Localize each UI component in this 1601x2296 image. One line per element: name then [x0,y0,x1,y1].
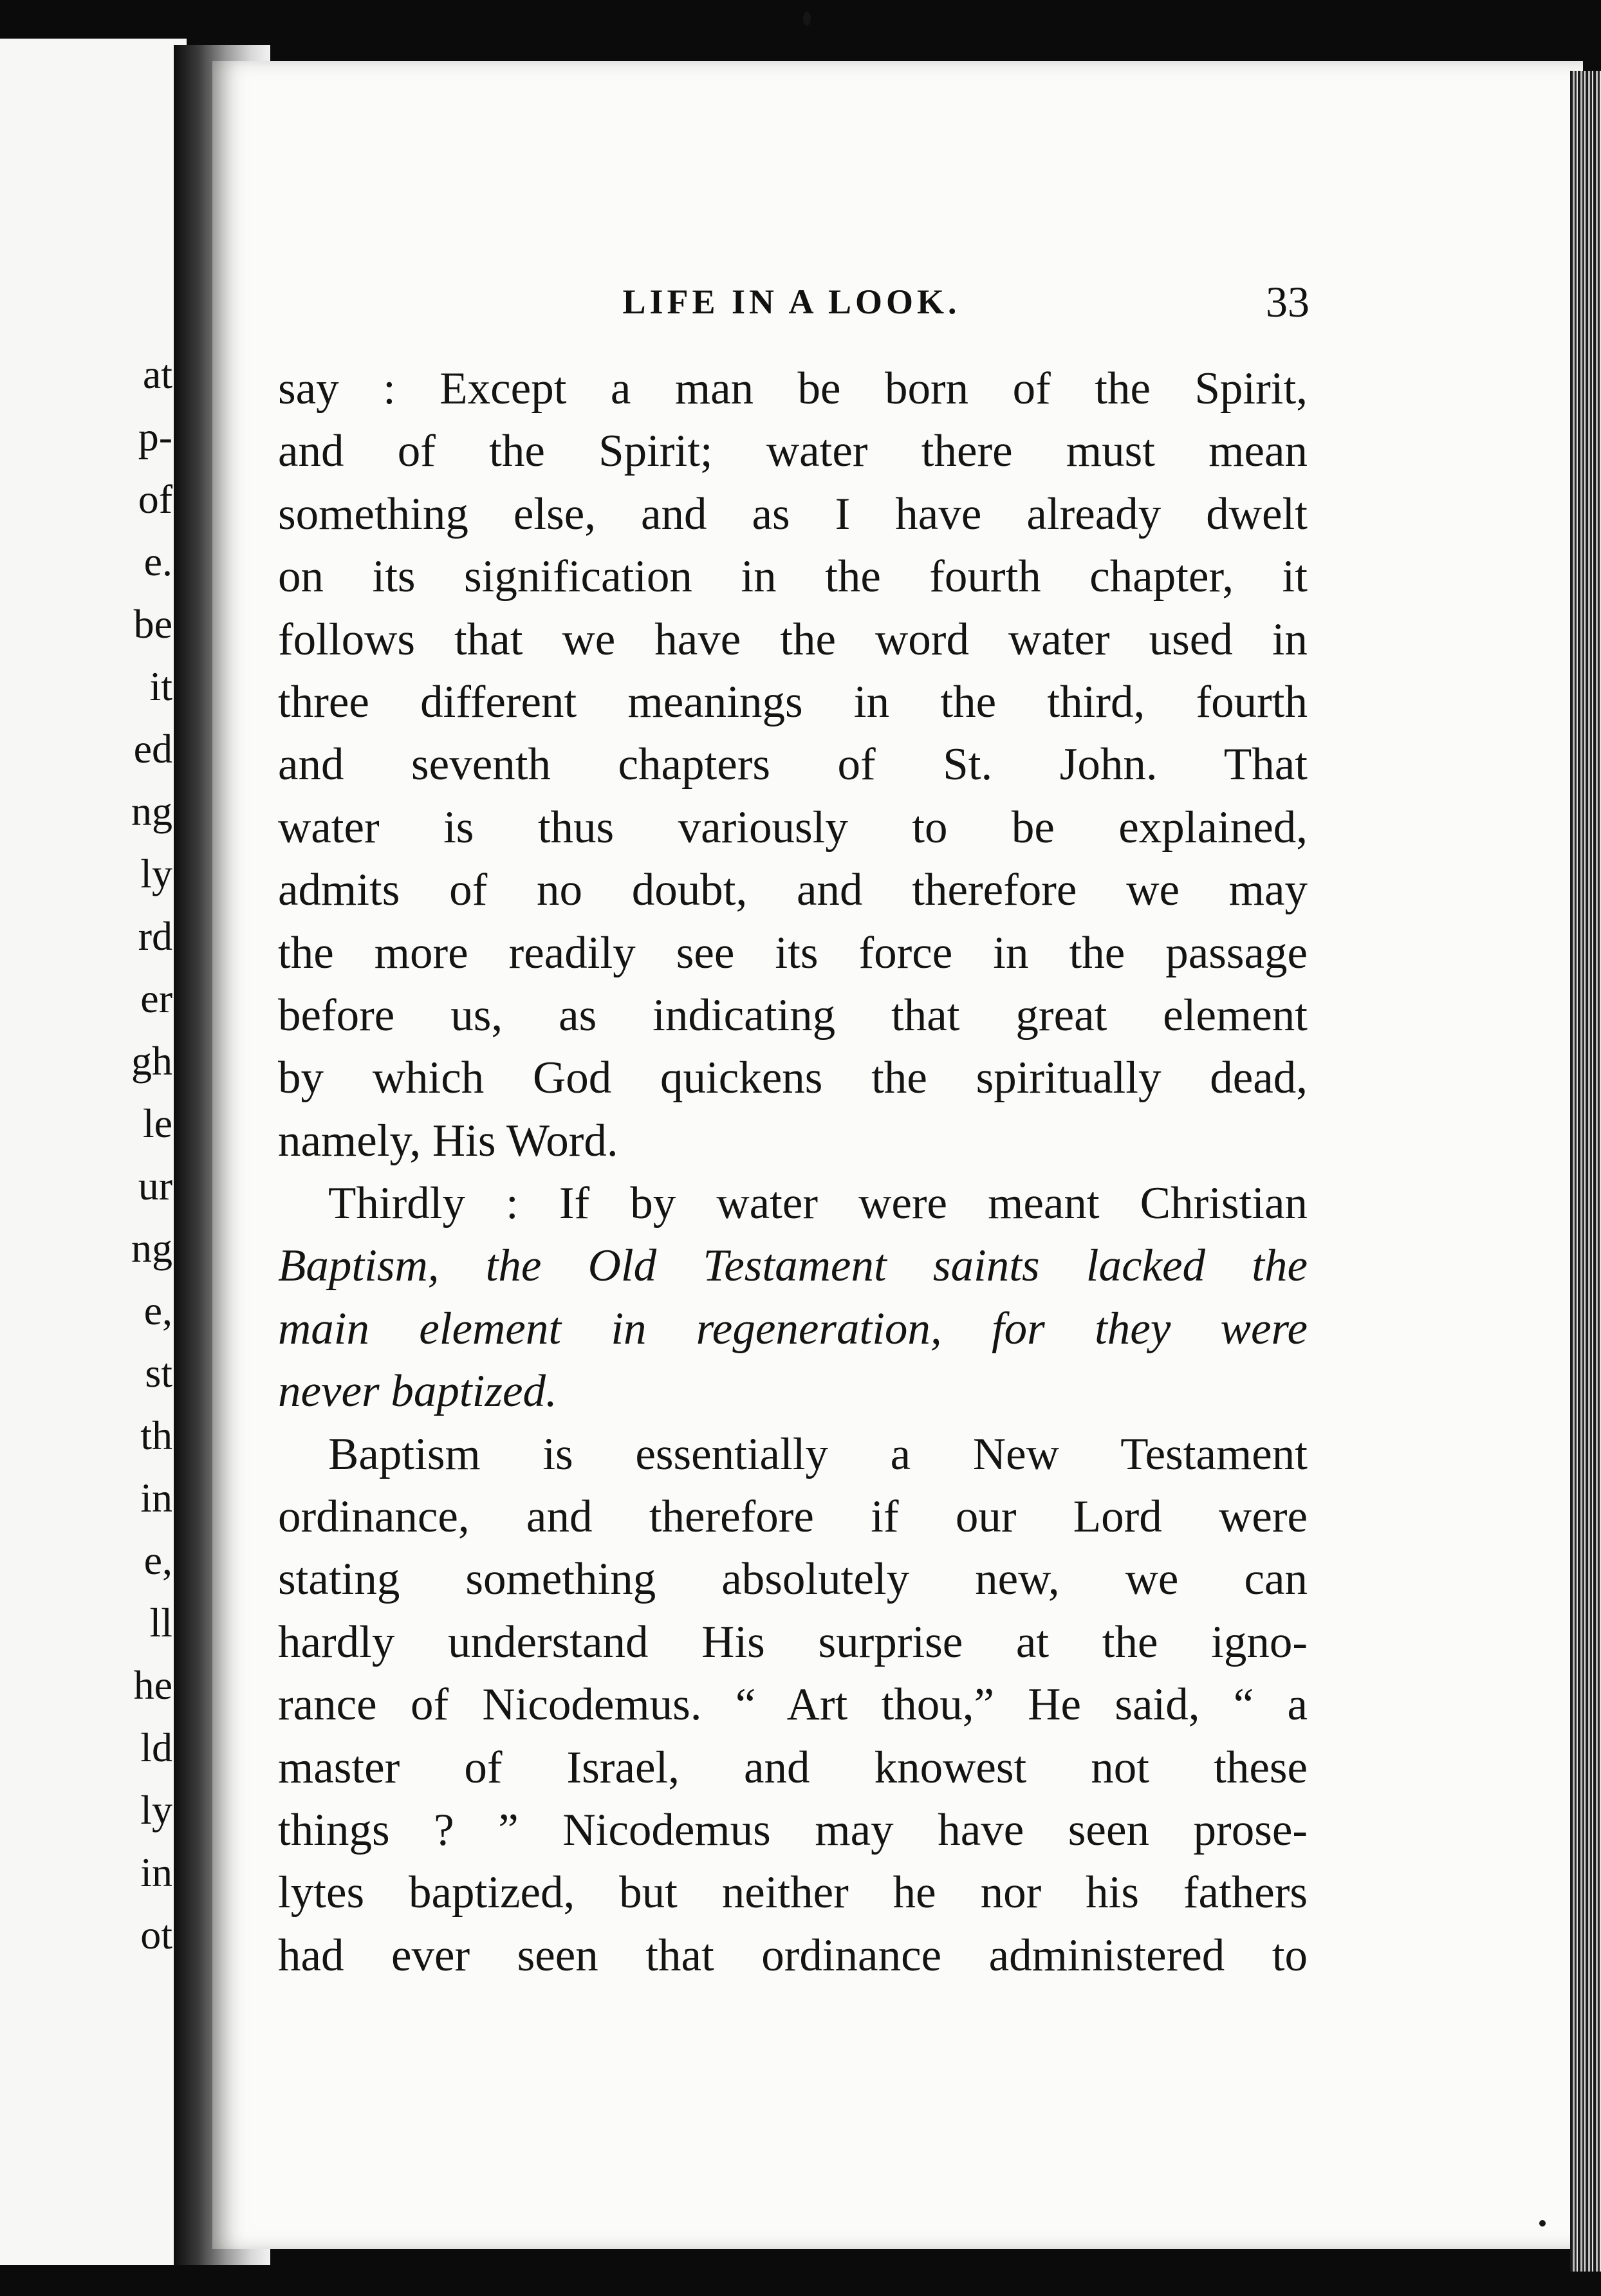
text-line: by which God quickens the spiritually dead, [278,1053,1308,1104]
text-line: things ? ” Nicodemus may have seen prose- [278,1804,1308,1855]
scan-speck [1539,2220,1546,2227]
text-line: three different meanings in the third, fourth [278,676,1308,727]
facing-page-fragment: ly [140,1787,172,1833]
text-line: had ever seen that ordinance administered to [278,1930,1308,1981]
text-line: main element in regeneration, for they were [278,1303,1308,1354]
page-number: 33 [1266,277,1309,326]
facing-page-fragment: ng [131,788,172,834]
facing-page-fragment: st [145,1350,172,1396]
facing-page-fragment: p- [138,414,172,459]
facing-page-fragment: ll [149,1600,172,1645]
facing-page-fragment: e, [143,1537,172,1583]
facing-page-fragment: gh [131,1038,172,1084]
page-edges [1570,71,1601,2272]
facing-page-fragment: in [140,1475,172,1521]
text-line: ordinance, and therefore if our Lord were [278,1492,1308,1542]
text-line: never baptized. [278,1366,557,1417]
facing-page-fragment: th [140,1412,172,1458]
facing-page-fragment: at [142,351,172,397]
facing-page-fragment: le [142,1100,172,1146]
scan-speck [803,12,811,26]
text-line: and of the Spirit; water there must mean [278,426,1308,477]
text-line: rance of Nicodemus. “ Art thou,” He said, “ a [278,1680,1308,1730]
facing-page-fragment: he [133,1662,172,1708]
text-line: and seventh chapters of St. John. That [278,739,1308,790]
facing-page-edge [0,39,187,2265]
text-line: Baptism, the Old Testament saints lacked the [278,1241,1308,1292]
facing-page-fragment: ld [140,1725,172,1770]
text-line: master of Israel, and knowest not these [278,1742,1308,1793]
facing-page-fragment: it [149,663,172,709]
facing-page-fragment: e. [143,539,172,584]
facing-page-fragment: of [138,476,172,522]
running-title: LIFE IN A LOOK. [622,282,961,321]
text-line: the more readily see its force in the passage [278,927,1308,978]
text-line: hardly understand His surprise at the igno- [278,1616,1308,1667]
text-line-italic-paragraph: Thirdly : If by water were meant Christian [328,1178,1308,1229]
text-line: follows that we have the word water used in [278,614,1308,665]
text-line: lytes baptized, but neither he nor his fathers [278,1867,1308,1918]
text-line: namely, His Word. [278,1115,618,1166]
text-line: say : Except a man be born of the Spirit, [278,364,1308,414]
facing-page-fragment: ed [133,726,172,772]
facing-page-fragment: in [140,1849,172,1895]
facing-page-fragment: ur [138,1163,172,1208]
text-line: before us, as indicating that great element [278,990,1308,1041]
facing-page-fragment: rd [138,913,172,959]
facing-page-fragment: er [140,976,172,1021]
facing-page-fragment: ng [131,1225,172,1271]
facing-page-fragment: ly [140,851,172,896]
facing-page-fragment: ot [140,1912,172,1958]
text-line: water is thus variously to be explained, [278,802,1308,853]
text-line: something else, and as I have already dwelt [278,488,1308,539]
facing-page-fragment: e, [143,1288,172,1333]
facing-page-fragment: be [133,601,172,647]
text-line: stating something absolutely new, we can [278,1554,1308,1605]
text-line-paragraph-start: Baptism is essentially a New Testament [328,1429,1308,1479]
body-text [278,358,1308,1987]
text-line: admits of no doubt, and therefore we may [278,865,1308,916]
text-line: on its signification in the fourth chapter, it [278,551,1308,602]
